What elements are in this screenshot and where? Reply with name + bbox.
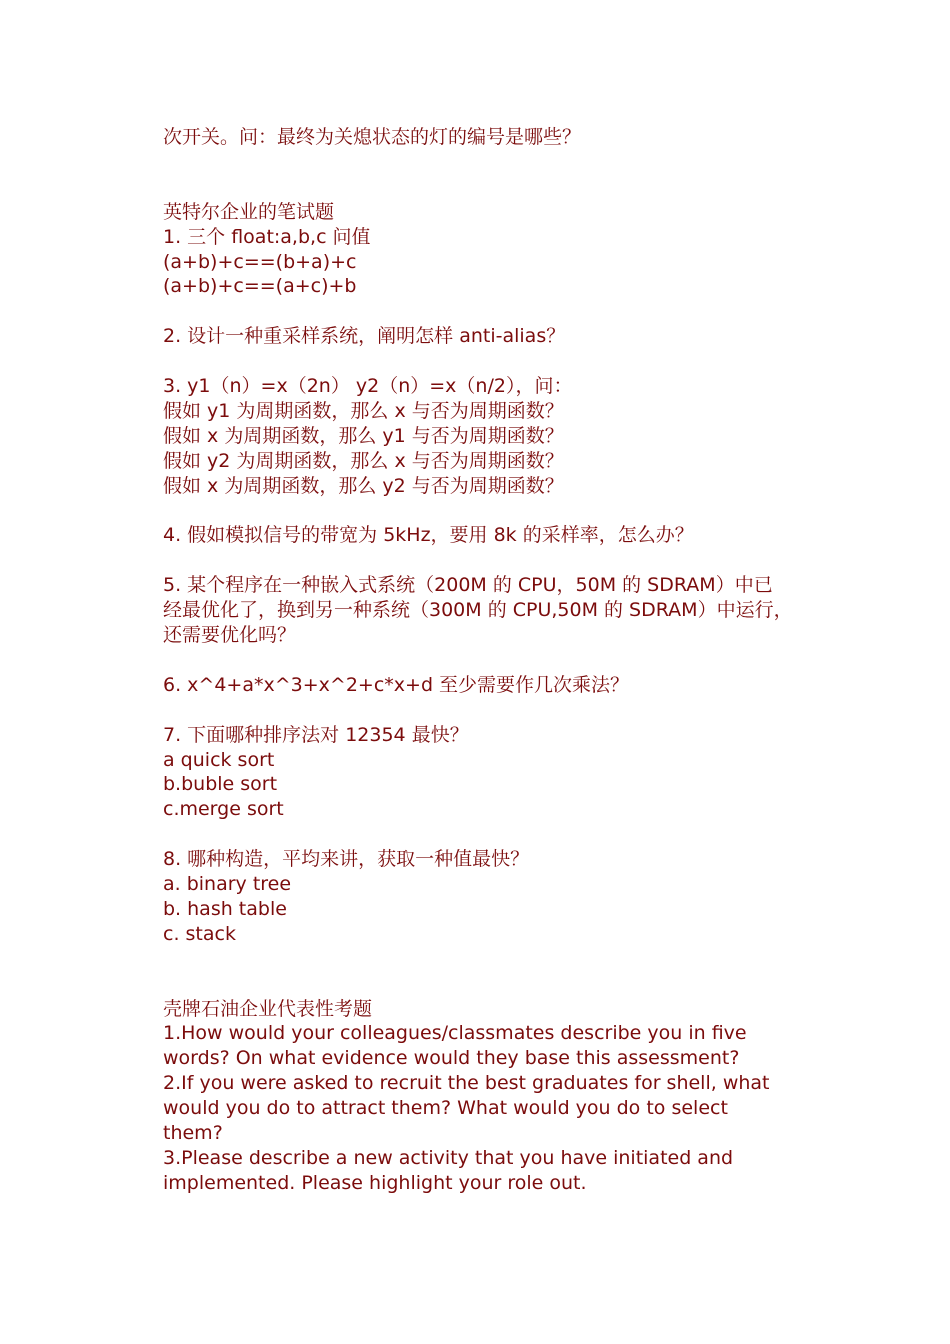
intel-heading: 英特尔企业的笔试题 bbox=[163, 200, 335, 223]
intel-q5-line: 5. 某个程序在一种嵌入式系统（200M 的 CPU，50M 的 SDRAM）中已 bbox=[163, 574, 773, 597]
intel-q1-line: (a+b)+c==(b+a)+c bbox=[163, 250, 357, 273]
shell-line: words? On what evidence would they base this assessment? bbox=[163, 1047, 740, 1070]
intel-q7-line: 7. 下面哪种排序法对 12354 最快？ bbox=[163, 723, 469, 746]
intel-q7-option: c.merge sort bbox=[163, 798, 284, 821]
shell-line: 1.How would your colleagues/classmates describe you in five bbox=[163, 1022, 747, 1045]
document-body bbox=[163, 125, 803, 1196]
intel-q1-line: (a+b)+c==(a+c)+b bbox=[163, 275, 357, 298]
spacer bbox=[163, 499, 803, 524]
spacer bbox=[163, 698, 803, 723]
shell-line: implemented. Please highlight your role out. bbox=[163, 1171, 587, 1194]
spacer bbox=[163, 548, 803, 573]
spacer bbox=[163, 822, 803, 847]
intel-q6-line: 6. x^4+a*x^3+x^2+c*x+d 至少需要作几次乘法？ bbox=[163, 673, 630, 696]
intel-q8-line: 8. 哪种构造，平均来讲，获取一种值最快？ bbox=[163, 848, 530, 871]
shell-line: 2.If you were asked to recruit the best graduates for shell, what bbox=[163, 1072, 770, 1095]
intel-q3-line: 假如 y2 为周期函数，那么 x 与否为周期函数？ bbox=[163, 449, 564, 472]
intel-q4-line: 4. 假如模拟信号的带宽为 5kHz，要用 8k 的采样率，怎么办？ bbox=[163, 524, 694, 547]
spacer bbox=[163, 648, 803, 673]
intel-q3-line: 假如 x 为周期函数，那么 y1 与否为周期函数？ bbox=[163, 424, 564, 447]
intel-q5-line: 还需要优化吗？ bbox=[163, 624, 297, 647]
intel-q8-option: b. hash table bbox=[163, 897, 287, 920]
intel-q3-line: 假如 x 为周期函数，那么 y2 与否为周期函数？ bbox=[163, 474, 564, 497]
intro-line: 次开关。问：最终为关熄状态的灯的编号是哪些？ bbox=[163, 126, 582, 148]
intel-q3-line: 假如 y1 为周期函数，那么 x 与否为周期函数？ bbox=[163, 399, 564, 422]
shell-line: would you do to attract them? What would you do to select bbox=[163, 1097, 728, 1120]
intel-q8-option: a. binary tree bbox=[163, 873, 292, 896]
intel-q7-option: a quick sort bbox=[163, 748, 275, 771]
intel-q3-line: 3. y1（n）=x（2n） y2（n）=x（n/2），问： bbox=[163, 375, 573, 398]
shell-line: 3.Please describe a new activity that you have initiated and bbox=[163, 1147, 734, 1170]
intel-q1-line: 1. 三个 float:a,b,c 问值 bbox=[163, 225, 371, 248]
intel-q7-option: b.buble sort bbox=[163, 773, 278, 796]
spacer bbox=[163, 299, 803, 324]
shell-heading: 壳牌石油企业代表性考题 bbox=[163, 997, 373, 1020]
shell-line: them? bbox=[163, 1122, 223, 1145]
spacer bbox=[163, 947, 803, 997]
intel-q2-line: 2. 设计一种重采样系统，阐明怎样 anti-alias？ bbox=[163, 325, 566, 348]
spacer bbox=[163, 150, 803, 200]
intel-q8-option: c. stack bbox=[163, 922, 236, 945]
intel-q5-line: 经最优化了，换到另一种系统（300M 的 CPU,50M 的 SDRAM）中运行， bbox=[163, 599, 793, 622]
spacer bbox=[163, 349, 803, 374]
